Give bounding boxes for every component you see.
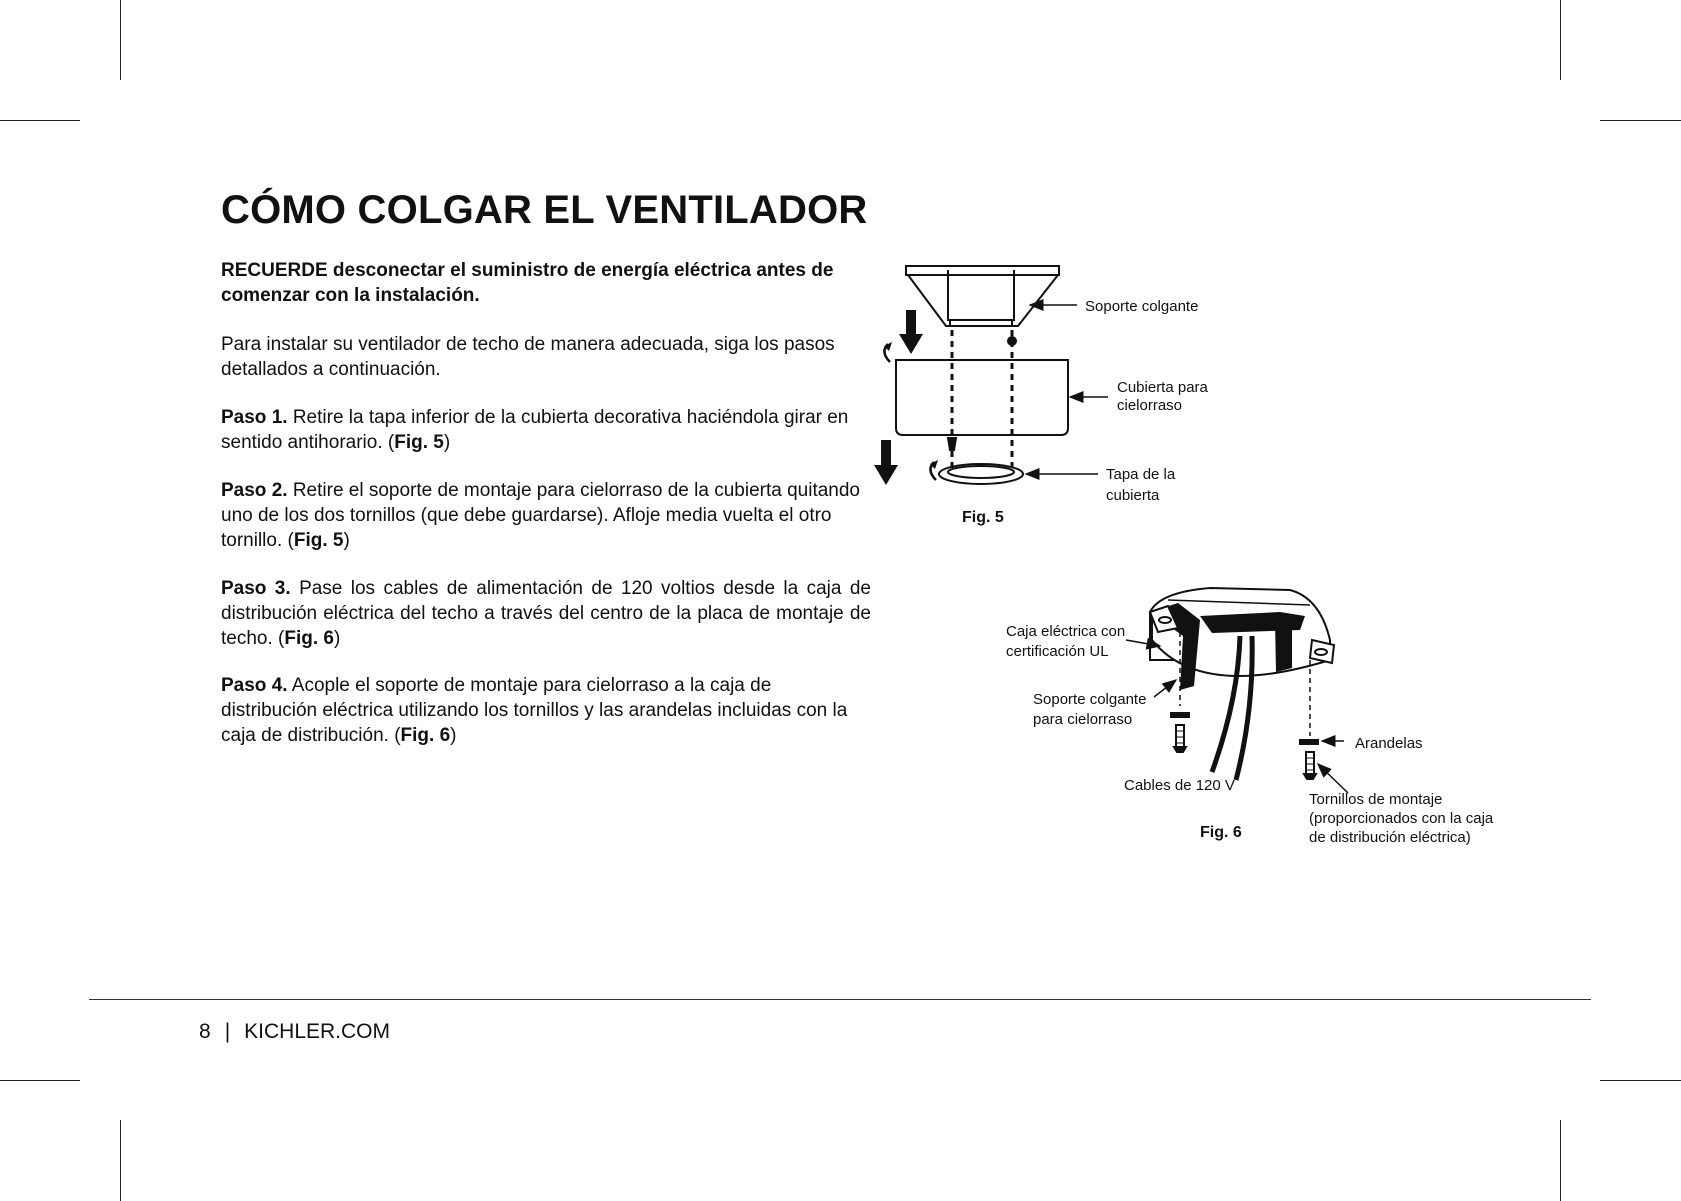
step-label: Paso 4. xyxy=(221,675,288,696)
hanging-bracket-drawing xyxy=(906,266,1059,326)
fig5-label-cap: Tapa de la cubierta xyxy=(1106,466,1176,504)
fig5-label-canopy: Cubierta para cielorraso xyxy=(1117,379,1208,414)
footer-separator: | xyxy=(224,1020,231,1043)
fig6-label-box: Caja eléctrica con certificación UL xyxy=(1006,623,1126,660)
step-text: Acople el soporte de montaje para cielorraso a la caja de distribución eléctrica utilizando los tornillos y las arandelas incluidas con la caja de distribución. ( xyxy=(221,675,848,746)
paren: ) xyxy=(334,628,341,649)
step-text: Retire el soporte de montaje para cielorraso de la cubierta quitando uno de los dos tornillos (que debe guardarse). Afloje media vuelta el otro tornillo. ( xyxy=(221,480,860,551)
fig6-label-screws: Tornillos de montaje (proporcionados con la caja de distribución eléctrica) xyxy=(1309,791,1494,846)
figure-ref: Fig. 6 xyxy=(400,725,451,746)
paren: ) xyxy=(443,432,451,453)
intro-text: Para instalar su ventilador de techo de manera adecuada, siga los pasos detallados a continuación. xyxy=(221,334,835,380)
figure-ref: Fig. 5 xyxy=(293,530,344,551)
paren: ) xyxy=(450,725,457,746)
page-number: 8 xyxy=(199,1020,211,1043)
site-link: KICHLER.COM xyxy=(244,1020,391,1043)
footer-rule xyxy=(89,999,1591,1000)
fig6-diagram xyxy=(1126,588,1348,793)
step-text: Retire la tapa inferior de la cubierta decorativa haciéndola girar en sentido antihorario. ( xyxy=(221,407,849,453)
fig6-label-bracket: Soporte colgante para cielorraso xyxy=(1033,691,1147,728)
step-text: Pase los cables de alimentación de 120 voltios desde la caja de distribución eléctrica del techo a través del centro de la placa de montaje de techo. ( xyxy=(221,578,871,649)
washer-drawing xyxy=(1171,713,1189,717)
figure-ref: Fig. 6 xyxy=(284,628,334,649)
fig6-label-washers: Arandelas xyxy=(1355,735,1423,752)
page-title: CÓMO COLGAR EL VENTILADOR xyxy=(221,188,868,232)
figure-ref: Fig. 5 xyxy=(394,432,444,453)
fig6-label-wires: Cables de 120 V xyxy=(1124,777,1235,794)
fig6-caption: Fig. 6 xyxy=(1200,824,1242,841)
footer xyxy=(199,1020,390,1044)
warning-text: RECUERDE desconectar el suministro de energía eléctrica antes de comenzar con la instalación. xyxy=(221,260,834,306)
fig5-caption: Fig. 5 xyxy=(962,509,1004,526)
step-label: Paso 1. xyxy=(221,407,288,428)
step-label: Paso 2. xyxy=(221,480,288,501)
fig5-label-bracket: Soporte colgante xyxy=(1085,298,1199,315)
step-label: Paso 3. xyxy=(221,578,291,599)
canopy-drawing xyxy=(896,360,1068,435)
paren: ) xyxy=(343,530,350,551)
fig5-diagram xyxy=(874,266,1108,485)
